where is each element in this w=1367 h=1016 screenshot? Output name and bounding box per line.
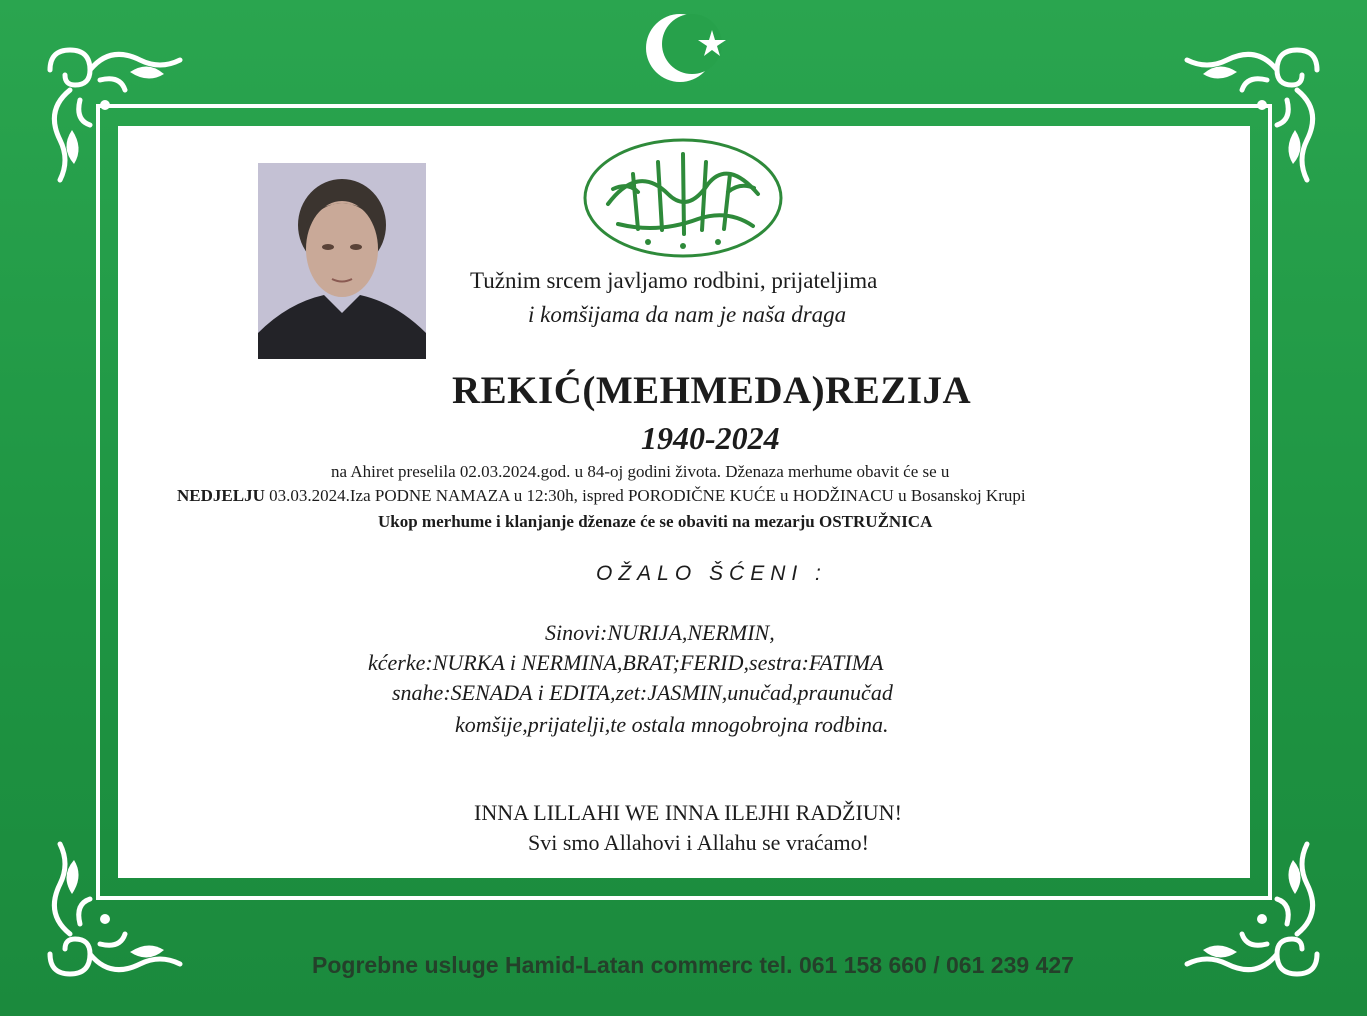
funeral-service-footer: Pogrebne usluge Hamid-Latan commerc tel. 061 158 660 / 061 239 427 [312,952,1074,978]
life-years: 1940-2024 [641,420,780,456]
funeral-day: NEDJELJU [177,486,265,505]
burial-details-line: Ukop merhume i klanjanje dženaze će se obaviti na mezarju OSTRUŽNICA [378,512,933,531]
mourners-line: snahe:SENADA i EDITA,zet:JASMIN,unučad,praunučad [392,680,893,705]
funeral-time-place: 03.03.2024.Iza PODNE NAMAZA u 12:30h, ispred PORODIČNE KUĆE u HODŽINACU u Bosanskoj Krupi [264,486,1026,505]
funeral-details-line: na Ahiret preselila 02.03.2024.god. u 84-oj godini života. Dženaza merhume obavit će se u [331,462,950,481]
portrait-photo [258,163,426,359]
closing-translation: Svi smo Allahovi i Allahu se vraćamo! [528,830,869,855]
closing-prayer: INNA LILLAHI WE INNA ILEJHI RADŽIUN! [474,800,902,825]
deceased-name: REKIĆ(MEHMEDA)REZIJA [452,369,972,412]
mourners-heading: OŽALO ŠĆENI : [596,562,827,585]
mourners-line: kćerke:NURKA i NERMINA,BRAT;FERID,sestra:FATIMA [368,650,884,675]
mourners-line: Sinovi:NURIJA,NERMIN, [545,620,775,645]
intro-line: Tužnim srcem javljamo rodbini, prijateljima [470,268,878,293]
crescent-star-icon [640,4,736,92]
intro-line: i komšijama da nam je naša draga [528,302,847,327]
mourners-line: komšije,prijatelji,te ostala mnogobrojna rodbina. [455,712,889,737]
calligraphy-emblem [578,134,788,262]
funeral-details-line [177,486,1026,506]
